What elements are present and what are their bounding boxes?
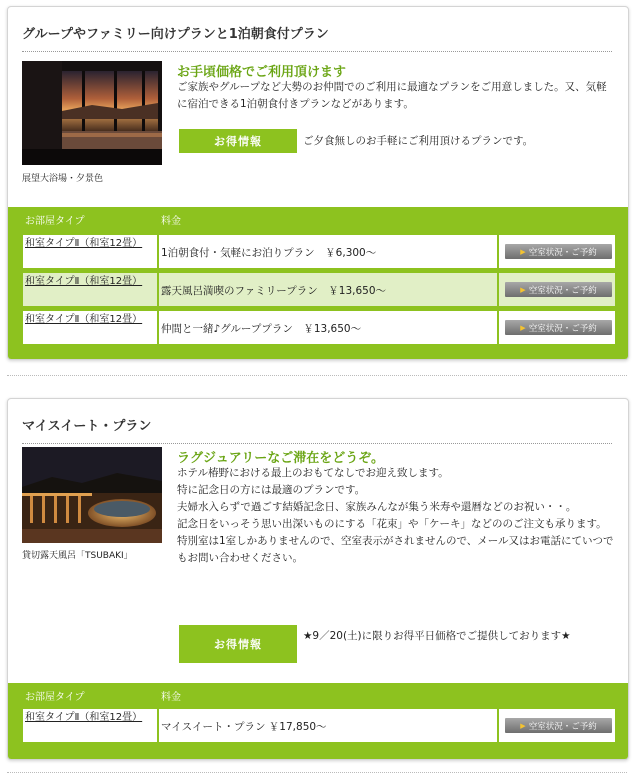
play-arrow-icon: ▶ bbox=[520, 721, 526, 730]
header-price: 料金 bbox=[161, 692, 181, 703]
plan-photo-observation-bath bbox=[22, 61, 162, 165]
plan-headline: ラグジュアリーなご滞在をどうぞ。 bbox=[177, 451, 384, 466]
section-divider bbox=[7, 375, 627, 376]
plan-description: ホテル椿野における最上のおもてなしでお迎え致します。 特に記念日の方には最適のプランです。 夫婦水入らずで過ごす結婚記念日、家族みんなが集う米寿や還暦などのお祝い・・。 記念日をいっそう思い出深いものにする「花束」や「ケーキ」などののご注文も承ります。 特別室は1室しかありませんので、空室表示がされませんので、メール又はお電話にていつでもお問い合わせください。 bbox=[177, 467, 614, 564]
room-plan-table bbox=[8, 207, 628, 359]
plan-photo-private-open-air-bath bbox=[22, 447, 162, 551]
plan-card-my-suite bbox=[7, 398, 629, 760]
room-type-link[interactable]: 和室タイプⅡ（和室12畳） bbox=[25, 276, 143, 287]
section-divider bbox=[7, 772, 627, 773]
plan-price-text: 1泊朝食付・気軽にお泊りプラン ￥6,300～ bbox=[161, 247, 377, 259]
room-plan-table bbox=[8, 683, 628, 759]
deal-info-text: ご夕食無しのお手軽にご利用頂けるプランです。 bbox=[303, 135, 534, 147]
plan-description: ご家族やグループなど大勢のお仲間でのご利用に最適なプランをご用意しました。又、気軽に宿泊できる1泊朝食付きプランなどがあります。 bbox=[177, 81, 607, 110]
play-arrow-icon: ▶ bbox=[520, 323, 526, 332]
plan-headline: お手頃価格でご利用頂けます bbox=[177, 65, 347, 80]
plan-title: マイスイート・プラン bbox=[22, 415, 612, 444]
table-header bbox=[8, 207, 628, 229]
table-row bbox=[23, 709, 615, 742]
vacancy-reserve-button[interactable]: ▶ 空室状況・ご予約 bbox=[505, 718, 612, 733]
table-row bbox=[23, 273, 615, 306]
deal-info-button[interactable]: お得情報 bbox=[179, 129, 297, 153]
vacancy-reserve-button[interactable]: ▶ 空室状況・ご予約 bbox=[505, 320, 612, 335]
play-arrow-icon: ▶ bbox=[520, 247, 526, 256]
table-row bbox=[23, 311, 615, 344]
plan-price-text: 仲間と一緒♪グループプラン ￥13,650～ bbox=[161, 323, 362, 335]
plan-title: グループやファミリー向けプランと1泊朝食付プラン bbox=[22, 23, 612, 52]
table-row bbox=[23, 235, 615, 268]
photo-caption: 貸切露天風呂「TSUBAKI」 bbox=[22, 551, 133, 561]
header-room-type: お部屋タイプ bbox=[25, 692, 85, 703]
plan-card-group-family bbox=[7, 6, 629, 360]
header-room-type: お部屋タイプ bbox=[25, 216, 85, 227]
photo-caption: 展望大浴場・夕景色 bbox=[22, 174, 104, 184]
room-type-link[interactable]: 和室タイプⅡ（和室12畳） bbox=[25, 314, 143, 325]
room-type-link[interactable]: 和室タイプⅡ（和室12畳） bbox=[25, 712, 143, 723]
vacancy-reserve-button[interactable]: ▶ 空室状況・ご予約 bbox=[505, 244, 612, 259]
room-type-link[interactable]: 和室タイプⅡ（和室12畳） bbox=[25, 238, 143, 249]
play-arrow-icon: ▶ bbox=[520, 285, 526, 294]
deal-info-text: ★9／20(土)に限りお得平日価格でご提供しております★ bbox=[303, 630, 571, 642]
plan-price-text: 露天風呂満喫のファミリープラン ￥13,650～ bbox=[161, 285, 387, 297]
table-header bbox=[8, 683, 628, 705]
header-price: 料金 bbox=[161, 216, 181, 227]
deal-info-button[interactable]: お得情報 bbox=[179, 625, 297, 663]
plan-price-text: マイスイート・プラン ￥17,850～ bbox=[161, 721, 327, 733]
vacancy-reserve-button[interactable]: ▶ 空室状況・ご予約 bbox=[505, 282, 612, 297]
